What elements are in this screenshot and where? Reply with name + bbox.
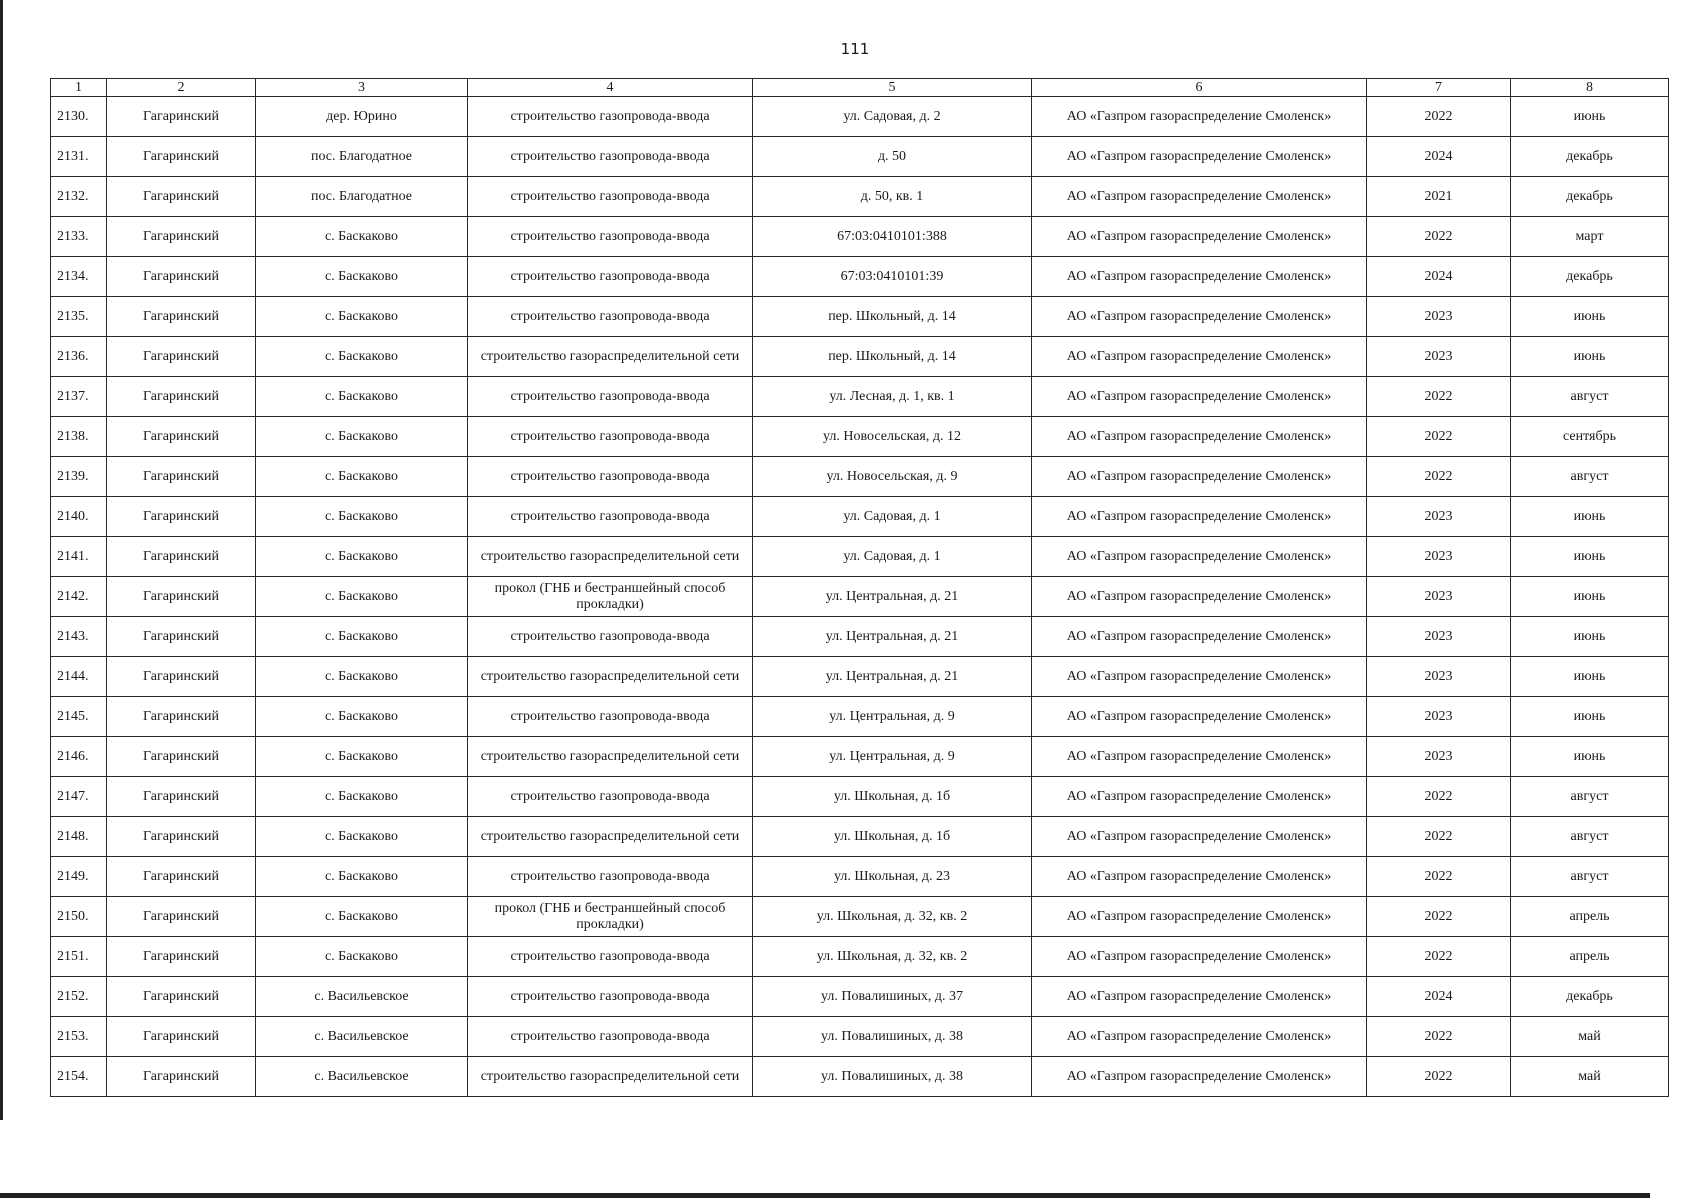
cell-col-work-type: прокол (ГНБ и бестраншейный способ прокладки) [468,897,753,937]
table-row [51,257,1669,297]
cell-col-settlement: с. Баскаково [256,937,468,977]
table-row [51,177,1669,217]
cell-col-month: декабрь [1511,177,1669,217]
cell-col-settlement: с. Баскаково [256,817,468,857]
cell-col-number: 2151. [51,937,107,977]
cell-col-year: 2022 [1367,377,1511,417]
cell-col-year: 2023 [1367,697,1511,737]
cell-col-settlement: с. Баскаково [256,617,468,657]
table-row [51,657,1669,697]
cell-col-year: 2022 [1367,457,1511,497]
cell-col-settlement: с. Баскаково [256,577,468,617]
cell-col-district: Гагаринский [107,297,256,337]
cell-col-month: июнь [1511,617,1669,657]
cell-col-settlement: с. Баскаково [256,297,468,337]
cell-col-month: май [1511,1057,1669,1097]
cell-col-organization: АО «Газпром газораспределение Смоленск» [1032,257,1367,297]
cell-col-settlement: с. Баскаково [256,257,468,297]
cell-col-district: Гагаринский [107,97,256,137]
cell-col-year: 2022 [1367,1017,1511,1057]
cell-col-settlement: с. Васильевское [256,1017,468,1057]
cell-col-work-type: строительство газораспределительной сети [468,657,753,697]
cell-col-settlement: с. Васильевское [256,977,468,1017]
header-col-year: 7 [1367,79,1511,97]
cell-col-organization: АО «Газпром газораспределение Смоленск» [1032,497,1367,537]
cell-col-address: ул. Центральная, д. 9 [753,697,1032,737]
cell-col-year: 2022 [1367,897,1511,937]
cell-col-work-type: строительство газопровода-ввода [468,497,753,537]
cell-col-number: 2146. [51,737,107,777]
cell-col-address: пер. Школьный, д. 14 [753,297,1032,337]
table-row [51,137,1669,177]
cell-col-number: 2147. [51,777,107,817]
cell-col-settlement: с. Баскаково [256,457,468,497]
cell-col-month: июнь [1511,497,1669,537]
cell-col-organization: АО «Газпром газораспределение Смоленск» [1032,297,1367,337]
cell-col-settlement: с. Баскаково [256,697,468,737]
header-col-organization: 6 [1032,79,1367,97]
cell-col-settlement: пос. Благодатное [256,177,468,217]
cell-col-address: ул. Школьная, д. 1б [753,777,1032,817]
cell-col-number: 2153. [51,1017,107,1057]
table-row [51,297,1669,337]
cell-col-month: июнь [1511,297,1669,337]
cell-col-month: июнь [1511,337,1669,377]
cell-col-district: Гагаринский [107,337,256,377]
cell-col-address: ул. Повалишиных, д. 37 [753,977,1032,1017]
table-row [51,937,1669,977]
cell-col-district: Гагаринский [107,1017,256,1057]
cell-col-month: август [1511,857,1669,897]
cell-col-number: 2136. [51,337,107,377]
cell-col-number: 2142. [51,577,107,617]
cell-col-address: ул. Центральная, д. 21 [753,657,1032,697]
cell-col-district: Гагаринский [107,937,256,977]
cell-col-month: май [1511,1017,1669,1057]
cell-col-address: ул. Повалишиных, д. 38 [753,1057,1032,1097]
cell-col-address: ул. Садовая, д. 2 [753,97,1032,137]
cell-col-organization: АО «Газпром газораспределение Смоленск» [1032,897,1367,937]
cell-col-settlement: с. Баскаково [256,897,468,937]
cell-col-work-type: строительство газопровода-ввода [468,977,753,1017]
cell-col-organization: АО «Газпром газораспределение Смоленск» [1032,137,1367,177]
cell-col-organization: АО «Газпром газораспределение Смоленск» [1032,777,1367,817]
cell-col-district: Гагаринский [107,657,256,697]
cell-col-month: июнь [1511,537,1669,577]
cell-col-address: д. 50, кв. 1 [753,177,1032,217]
cell-col-number: 2138. [51,417,107,457]
cell-col-number: 2135. [51,297,107,337]
cell-col-month: июнь [1511,697,1669,737]
cell-col-month: август [1511,817,1669,857]
cell-col-address: ул. Центральная, д. 9 [753,737,1032,777]
cell-col-address: ул. Повалишиных, д. 38 [753,1017,1032,1057]
cell-col-address: ул. Центральная, д. 21 [753,577,1032,617]
cell-col-address: ул. Школьная, д. 1б [753,817,1032,857]
cell-col-year: 2023 [1367,537,1511,577]
cell-col-organization: АО «Газпром газораспределение Смоленск» [1032,457,1367,497]
cell-col-year: 2024 [1367,257,1511,297]
cell-col-settlement: с. Баскаково [256,777,468,817]
cell-col-number: 2139. [51,457,107,497]
header-col-address: 5 [753,79,1032,97]
cell-col-organization: АО «Газпром газораспределение Смоленск» [1032,417,1367,457]
cell-col-work-type: строительство газопровода-ввода [468,297,753,337]
cell-col-number: 2145. [51,697,107,737]
cell-col-year: 2023 [1367,577,1511,617]
table-row [51,1057,1669,1097]
cell-col-organization: АО «Газпром газораспределение Смоленск» [1032,857,1367,897]
page-number: 111 [840,40,870,58]
table-row [51,497,1669,537]
cell-col-district: Гагаринский [107,737,256,777]
table-row [51,897,1669,937]
cell-col-year: 2024 [1367,137,1511,177]
cell-col-organization: АО «Газпром газораспределение Смоленск» [1032,617,1367,657]
cell-col-district: Гагаринский [107,977,256,1017]
cell-col-year: 2022 [1367,417,1511,457]
header-col-month: 8 [1511,79,1669,97]
cell-col-organization: АО «Газпром газораспределение Смоленск» [1032,337,1367,377]
cell-col-year: 2023 [1367,497,1511,537]
cell-col-month: июнь [1511,657,1669,697]
cell-col-district: Гагаринский [107,217,256,257]
table-row [51,537,1669,577]
cell-col-organization: АО «Газпром газораспределение Смоленск» [1032,1057,1367,1097]
cell-col-work-type: строительство газопровода-ввода [468,457,753,497]
cell-col-organization: АО «Газпром газораспределение Смоленск» [1032,937,1367,977]
cell-col-settlement: с. Баскаково [256,857,468,897]
cell-col-work-type: прокол (ГНБ и бестраншейный способ прокладки) [468,577,753,617]
cell-col-district: Гагаринский [107,177,256,217]
cell-col-work-type: строительство газопровода-ввода [468,1017,753,1057]
cell-col-address: пер. Школьный, д. 14 [753,337,1032,377]
cell-col-number: 2137. [51,377,107,417]
table-row [51,577,1669,617]
cell-col-organization: АО «Газпром газораспределение Смоленск» [1032,817,1367,857]
table-row [51,817,1669,857]
cell-col-district: Гагаринский [107,377,256,417]
cell-col-month: июнь [1511,97,1669,137]
cell-col-address: ул. Школьная, д. 23 [753,857,1032,897]
cell-col-organization: АО «Газпром газораспределение Смоленск» [1032,177,1367,217]
cell-col-settlement: с. Баскаково [256,377,468,417]
cell-col-month: декабрь [1511,257,1669,297]
cell-col-number: 2131. [51,137,107,177]
cell-col-work-type: строительство газопровода-ввода [468,937,753,977]
cell-col-number: 2144. [51,657,107,697]
cell-col-work-type: строительство газопровода-ввода [468,697,753,737]
cell-col-year: 2022 [1367,937,1511,977]
cell-col-district: Гагаринский [107,817,256,857]
cell-col-settlement: с. Баскаково [256,657,468,697]
cell-col-number: 2150. [51,897,107,937]
cell-col-number: 2149. [51,857,107,897]
cell-col-month: сентябрь [1511,417,1669,457]
cell-col-address: 67:03:0410101:39 [753,257,1032,297]
table-row [51,337,1669,377]
cell-col-number: 2152. [51,977,107,1017]
cell-col-number: 2148. [51,817,107,857]
cell-col-year: 2021 [1367,177,1511,217]
cell-col-work-type: строительство газораспределительной сети [468,337,753,377]
cell-col-year: 2023 [1367,297,1511,337]
cell-col-year: 2023 [1367,617,1511,657]
table-row [51,697,1669,737]
cell-col-number: 2143. [51,617,107,657]
table-body [51,97,1669,1097]
cell-col-district: Гагаринский [107,577,256,617]
table-header [51,79,1669,97]
table-row [51,737,1669,777]
cell-col-address: ул. Школьная, д. 32, кв. 2 [753,937,1032,977]
cell-col-settlement: с. Баскаково [256,537,468,577]
cell-col-organization: АО «Газпром газораспределение Смоленск» [1032,217,1367,257]
cell-col-organization: АО «Газпром газораспределение Смоленск» [1032,377,1367,417]
header-col-number: 1 [51,79,107,97]
table-row [51,1017,1669,1057]
cell-col-work-type: строительство газопровода-ввода [468,377,753,417]
cell-col-work-type: строительство газораспределительной сети [468,1057,753,1097]
cell-col-work-type: строительство газораспределительной сети [468,817,753,857]
cell-col-work-type: строительство газораспределительной сети [468,737,753,777]
cell-col-district: Гагаринский [107,537,256,577]
cell-col-work-type: строительство газопровода-ввода [468,857,753,897]
cell-col-district: Гагаринский [107,697,256,737]
cell-col-district: Гагаринский [107,777,256,817]
cell-col-number: 2132. [51,177,107,217]
scan-bottom-bar [0,1193,1650,1198]
table-row [51,777,1669,817]
cell-col-month: апрель [1511,897,1669,937]
cell-col-address: ул. Садовая, д. 1 [753,497,1032,537]
cell-col-work-type: строительство газопровода-ввода [468,257,753,297]
cell-col-settlement: с. Баскаково [256,737,468,777]
cell-col-settlement: с. Баскаково [256,417,468,457]
cell-col-district: Гагаринский [107,1057,256,1097]
cell-col-year: 2023 [1367,337,1511,377]
table-row [51,617,1669,657]
header-col-settlement: 3 [256,79,468,97]
cell-col-district: Гагаринский [107,417,256,457]
registry-table [50,78,1669,1097]
header-col-work-type: 4 [468,79,753,97]
cell-col-work-type: строительство газопровода-ввода [468,417,753,457]
cell-col-number: 2134. [51,257,107,297]
cell-col-year: 2022 [1367,817,1511,857]
cell-col-district: Гагаринский [107,497,256,537]
cell-col-month: декабрь [1511,977,1669,1017]
cell-col-address: ул. Центральная, д. 21 [753,617,1032,657]
cell-col-work-type: строительство газопровода-ввода [468,777,753,817]
cell-col-number: 2133. [51,217,107,257]
cell-col-month: август [1511,777,1669,817]
cell-col-number: 2140. [51,497,107,537]
cell-col-year: 2023 [1367,657,1511,697]
cell-col-number: 2130. [51,97,107,137]
cell-col-organization: АО «Газпром газораспределение Смоленск» [1032,657,1367,697]
cell-col-district: Гагаринский [107,617,256,657]
cell-col-organization: АО «Газпром газораспределение Смоленск» [1032,977,1367,1017]
cell-col-work-type: строительство газопровода-ввода [468,617,753,657]
cell-col-year: 2022 [1367,777,1511,817]
cell-col-address: 67:03:0410101:388 [753,217,1032,257]
cell-col-month: август [1511,377,1669,417]
cell-col-month: декабрь [1511,137,1669,177]
cell-col-work-type: строительство газопровода-ввода [468,217,753,257]
header-col-district: 2 [107,79,256,97]
cell-col-settlement: с. Баскаково [256,217,468,257]
cell-col-district: Гагаринский [107,457,256,497]
cell-col-organization: АО «Газпром газораспределение Смоленск» [1032,1017,1367,1057]
cell-col-year: 2022 [1367,97,1511,137]
cell-col-month: март [1511,217,1669,257]
cell-col-month: апрель [1511,937,1669,977]
table-row [51,97,1669,137]
cell-col-settlement: с. Баскаково [256,497,468,537]
cell-col-district: Гагаринский [107,137,256,177]
cell-col-month: июнь [1511,577,1669,617]
cell-col-organization: АО «Газпром газораспределение Смоленск» [1032,577,1367,617]
cell-col-district: Гагаринский [107,857,256,897]
cell-col-address: ул. Садовая, д. 1 [753,537,1032,577]
cell-col-work-type: строительство газопровода-ввода [468,97,753,137]
cell-col-district: Гагаринский [107,257,256,297]
cell-col-address: ул. Школьная, д. 32, кв. 2 [753,897,1032,937]
cell-col-number: 2154. [51,1057,107,1097]
table-row [51,977,1669,1017]
cell-col-settlement: с. Баскаково [256,337,468,377]
cell-col-address: д. 50 [753,137,1032,177]
cell-col-organization: АО «Газпром газораспределение Смоленск» [1032,697,1367,737]
table-row [51,417,1669,457]
cell-col-settlement: пос. Благодатное [256,137,468,177]
cell-col-address: ул. Лесная, д. 1, кв. 1 [753,377,1032,417]
cell-col-month: июнь [1511,737,1669,777]
scan-left-edge [0,0,3,1120]
cell-col-work-type: строительство газораспределительной сети [468,537,753,577]
table-row [51,457,1669,497]
cell-col-year: 2022 [1367,857,1511,897]
cell-col-address: ул. Новосельская, д. 12 [753,417,1032,457]
cell-col-work-type: строительство газопровода-ввода [468,137,753,177]
cell-col-settlement: дер. Юрино [256,97,468,137]
cell-col-district: Гагаринский [107,897,256,937]
cell-col-organization: АО «Газпром газораспределение Смоленск» [1032,537,1367,577]
cell-col-year: 2022 [1367,1057,1511,1097]
cell-col-year: 2022 [1367,217,1511,257]
cell-col-year: 2024 [1367,977,1511,1017]
cell-col-settlement: с. Васильевское [256,1057,468,1097]
cell-col-month: август [1511,457,1669,497]
cell-col-number: 2141. [51,537,107,577]
header-row [51,79,1669,97]
cell-col-year: 2023 [1367,737,1511,777]
table-row [51,377,1669,417]
cell-col-address: ул. Новосельская, д. 9 [753,457,1032,497]
table-row [51,217,1669,257]
cell-col-organization: АО «Газпром газораспределение Смоленск» [1032,97,1367,137]
cell-col-organization: АО «Газпром газораспределение Смоленск» [1032,737,1367,777]
table-row [51,857,1669,897]
cell-col-work-type: строительство газопровода-ввода [468,177,753,217]
